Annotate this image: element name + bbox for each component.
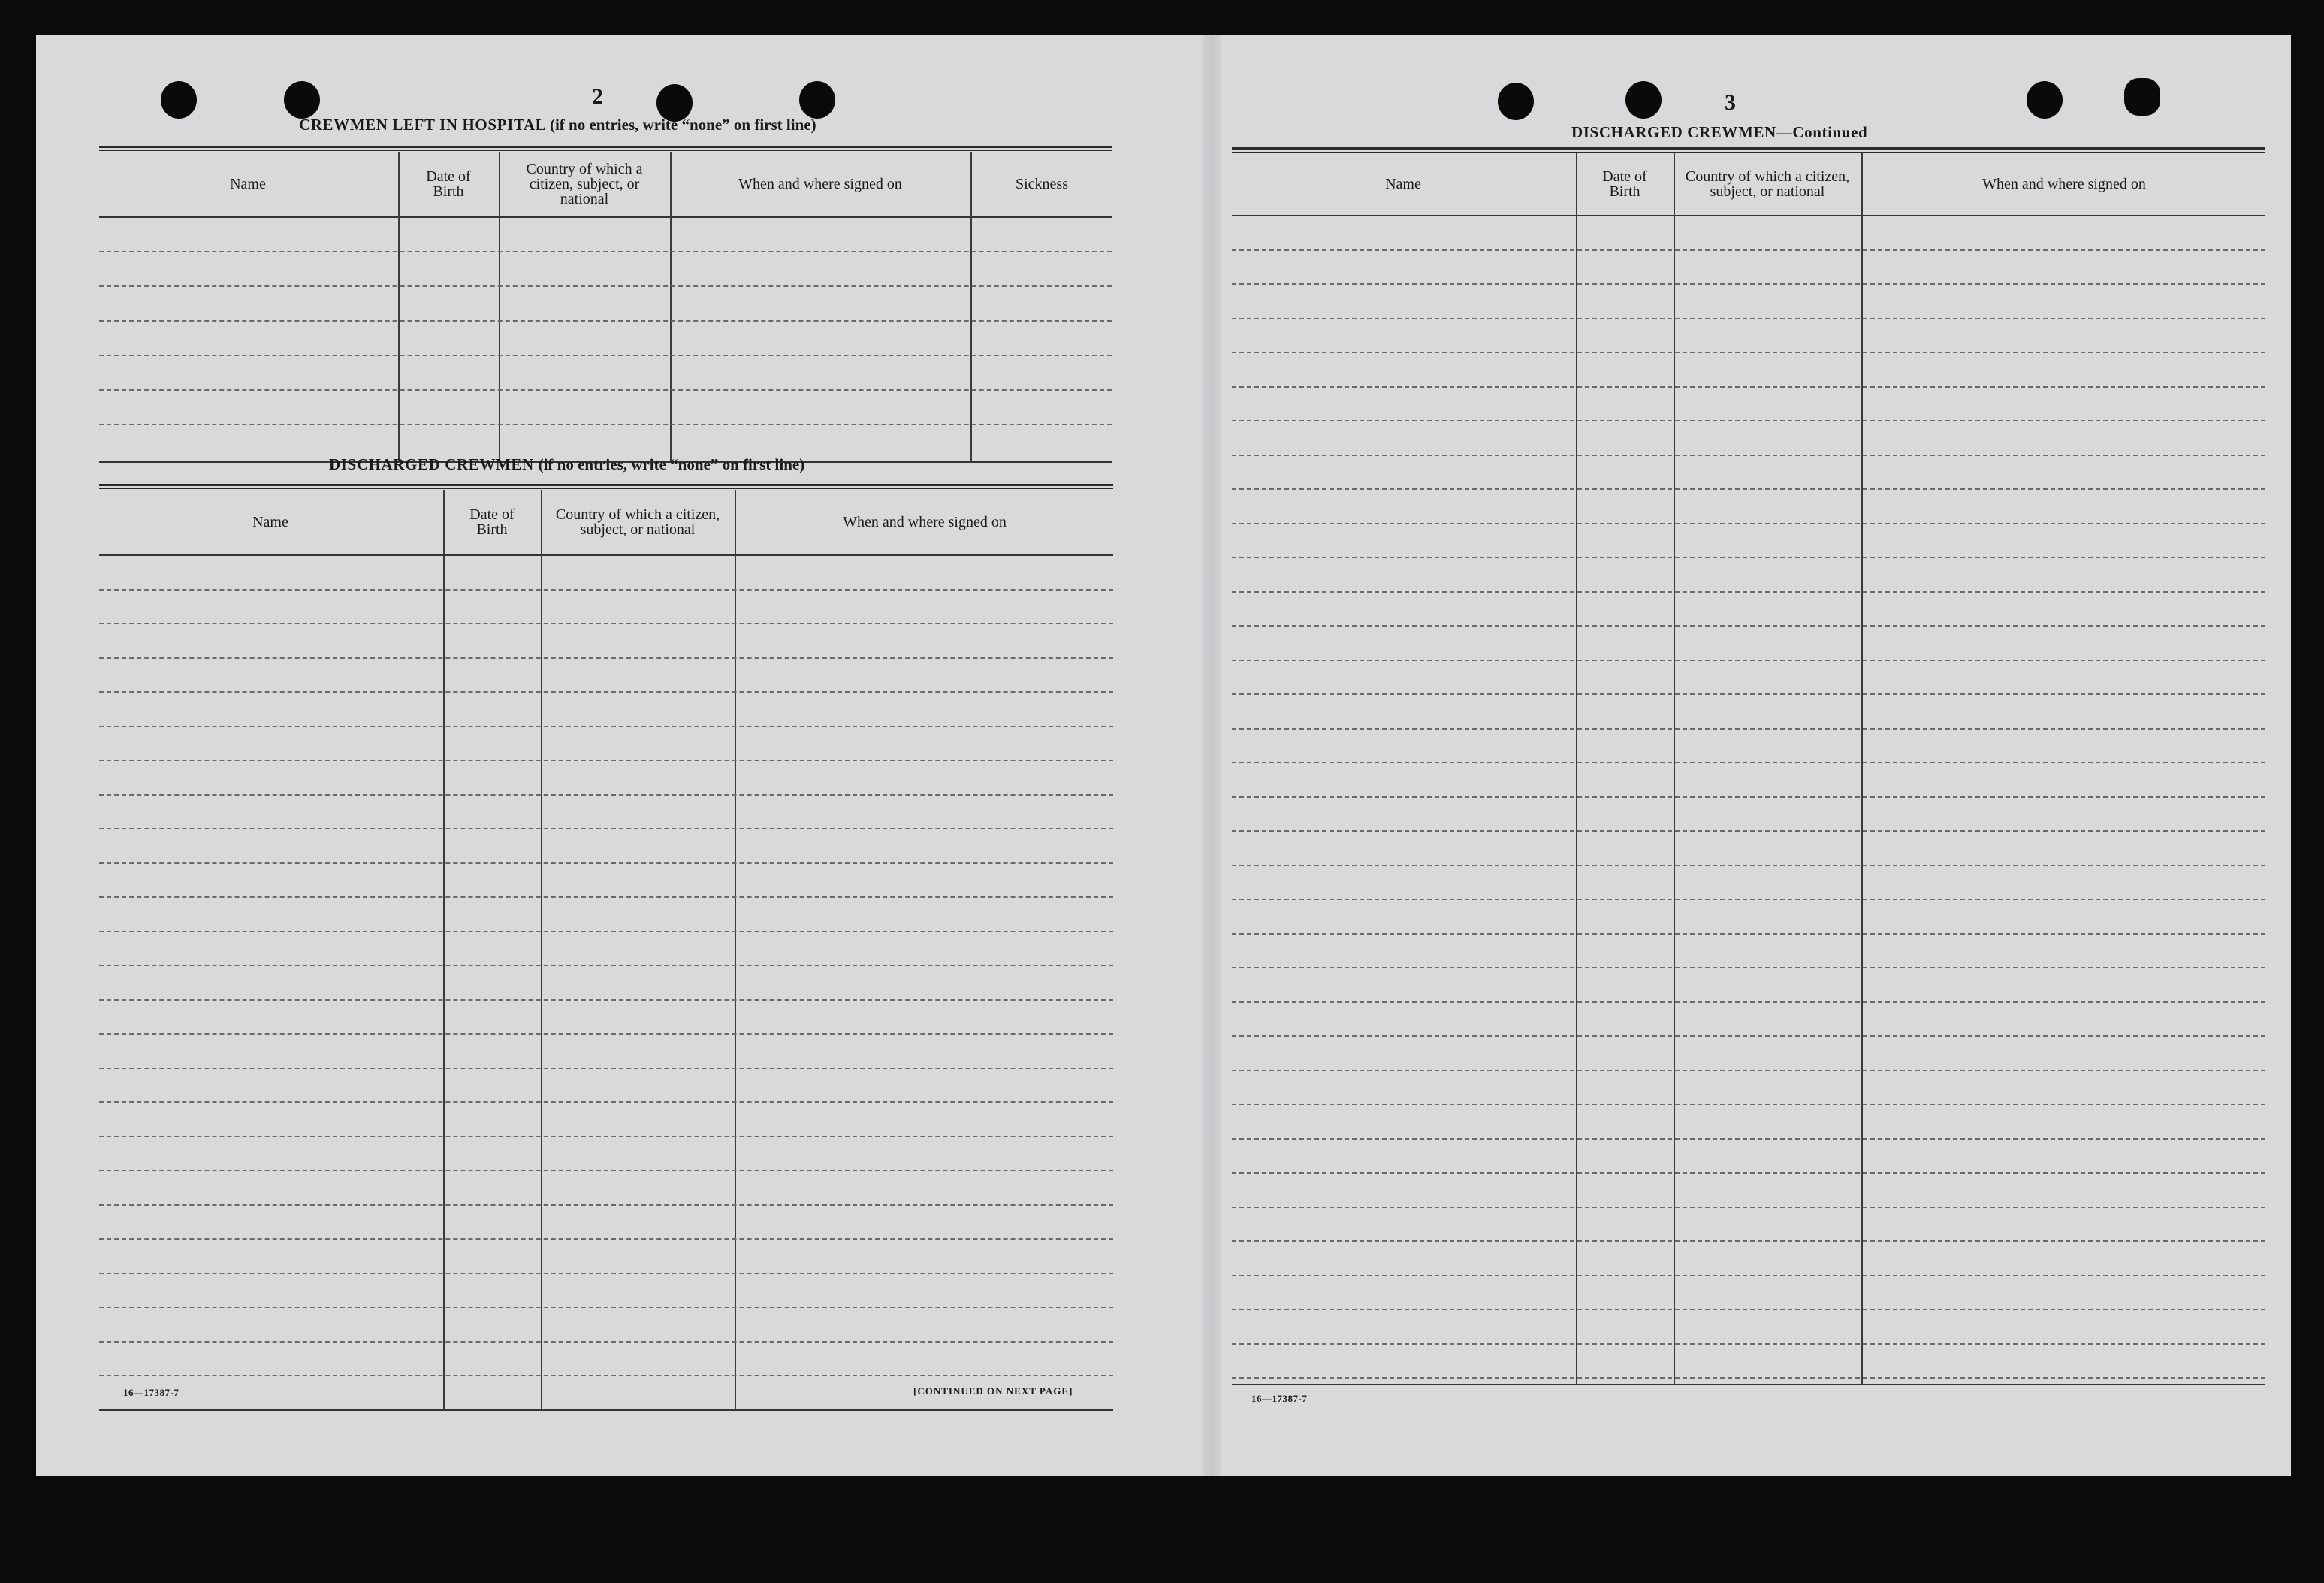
punch-hole	[2124, 78, 2160, 116]
table-row	[99, 1136, 1113, 1137]
discharged-continued-top-rule	[1232, 147, 2265, 153]
right-page-number: 3	[1725, 90, 1736, 115]
table-row	[99, 760, 1113, 761]
table-row	[99, 1204, 1113, 1206]
table-row	[1232, 1309, 2265, 1310]
table-row	[99, 862, 1113, 864]
table-row	[1232, 967, 2265, 968]
discharged-table-header	[99, 490, 1113, 556]
column-divider	[1861, 153, 1863, 1384]
table-row	[1232, 1172, 2265, 1174]
table-row	[1232, 796, 2265, 798]
discharged-continued-table-header	[1232, 153, 2265, 216]
discharged-continued-section-title	[1571, 123, 1867, 142]
table-row	[99, 931, 1113, 932]
table-row	[1232, 283, 2265, 285]
discharged-continued-bottom-rule	[1232, 1384, 2265, 1385]
column-divider	[1576, 153, 1577, 1384]
column-divider	[541, 490, 542, 1409]
col-head-signed-on: When and where signed on	[738, 176, 902, 192]
table-row	[1232, 1240, 2265, 1242]
col-head-country: Country of which a citizen, subject, or national	[555, 506, 720, 538]
table-row	[99, 965, 1113, 966]
table-row	[99, 1068, 1113, 1069]
table-row	[99, 320, 1112, 322]
center-fold	[1202, 35, 1221, 1476]
table-row	[1232, 1001, 2265, 1003]
column-divider	[443, 490, 445, 1409]
table-row	[99, 794, 1113, 796]
col-head-signed-on: When and where signed on	[1982, 176, 2146, 192]
punch-hole	[284, 81, 320, 119]
table-row	[1232, 660, 2265, 661]
column-divider	[1674, 153, 1675, 1384]
table-row	[1232, 1343, 2265, 1345]
table-row	[99, 1341, 1113, 1343]
hospital-table-header	[99, 152, 1112, 218]
table-row	[99, 1307, 1113, 1308]
table-row	[1232, 1377, 2265, 1379]
table-row	[99, 1033, 1113, 1035]
table-row	[1232, 899, 2265, 900]
punch-hole	[2027, 81, 2063, 119]
table-row	[1232, 728, 2265, 730]
table-row	[99, 691, 1113, 693]
table-row	[99, 1170, 1113, 1171]
col-head-name: Name	[230, 176, 266, 192]
col-head-date-of-birth: Date of Birth	[1602, 168, 1647, 200]
table-row	[1232, 1207, 2265, 1208]
table-row	[99, 623, 1113, 624]
table-row	[1232, 386, 2265, 388]
col-head-country: Country of which a citizen, subject, or national	[1685, 168, 1850, 200]
table-row	[1232, 591, 2265, 593]
table-row	[99, 251, 1112, 252]
table-row	[1232, 865, 2265, 866]
table-row	[1232, 1138, 2265, 1140]
column-divider	[499, 152, 500, 461]
table-row	[1232, 488, 2265, 490]
table-row	[99, 1273, 1113, 1274]
punch-hole	[1498, 83, 1534, 120]
table-row	[1232, 1070, 2265, 1071]
hospital-title-text: CREWMEN LEFT IN HOSPITAL	[299, 116, 546, 134]
col-head-signed-on: When and where signed on	[843, 514, 1007, 530]
discharged-table	[99, 490, 1113, 1409]
table-row	[1232, 318, 2265, 319]
document-sheet	[36, 35, 2291, 1476]
discharged-title-text: DISCHARGED CREWMEN	[329, 455, 534, 473]
table-row	[1232, 933, 2265, 935]
column-divider	[670, 152, 672, 461]
col-head-name: Name	[252, 514, 288, 530]
column-divider	[398, 152, 400, 461]
discharged-bottom-rule	[99, 1409, 1113, 1411]
table-row	[1232, 1275, 2265, 1276]
discharged-continued-table	[1232, 153, 2265, 1384]
hospital-instruction-text: (if no entries, write “none” on first line)	[549, 116, 816, 134]
table-row	[1232, 455, 2265, 456]
table-row	[99, 1101, 1113, 1103]
table-row	[99, 726, 1113, 727]
table-row	[99, 828, 1113, 829]
punch-hole	[1625, 81, 1662, 119]
hospital-table	[99, 152, 1112, 461]
hospital-section-title	[299, 116, 816, 134]
table-row	[99, 1238, 1113, 1240]
punch-hole	[161, 81, 197, 119]
right-form-code: 16—17387-7	[1251, 1393, 1308, 1404]
table-row	[1232, 1104, 2265, 1105]
table-row	[1232, 625, 2265, 627]
continued-note: [CONTINUED ON NEXT PAGE]	[913, 1385, 1073, 1397]
table-row	[99, 355, 1112, 356]
col-head-country: Country of which a citizen, subject, or national	[526, 161, 643, 207]
table-row	[99, 999, 1113, 1001]
column-divider	[970, 152, 972, 461]
discharged-top-rule	[99, 484, 1113, 489]
col-head-date-of-birth: Date of Birth	[469, 506, 515, 538]
col-head-name: Name	[1385, 176, 1421, 192]
table-row	[99, 389, 1112, 391]
discharged-instruction-text: (if no entries, write “none” on first line)	[538, 455, 805, 473]
table-row	[99, 657, 1113, 659]
table-row	[1232, 1035, 2265, 1037]
table-row	[1232, 830, 2265, 832]
table-row	[1232, 762, 2265, 763]
hospital-top-rule	[99, 146, 1112, 151]
discharged-section-title	[329, 455, 804, 474]
table-row	[99, 1375, 1113, 1376]
left-page-number: 2	[592, 84, 603, 109]
col-head-sickness: Sickness	[1016, 176, 1068, 192]
table-row	[1232, 352, 2265, 353]
column-divider	[735, 490, 736, 1409]
table-row	[99, 424, 1112, 425]
table-row	[1232, 249, 2265, 251]
table-row	[99, 285, 1112, 287]
col-head-date-of-birth: Date of Birth	[426, 168, 471, 200]
table-row	[99, 896, 1113, 898]
table-row	[99, 589, 1113, 591]
punch-hole	[799, 81, 835, 119]
left-form-code: 16—17387-7	[123, 1387, 180, 1398]
table-row	[1232, 523, 2265, 524]
discharged-continued-title-text: DISCHARGED CREWMEN—Continued	[1571, 123, 1868, 141]
table-row	[1232, 557, 2265, 558]
table-row	[1232, 420, 2265, 421]
table-row	[1232, 693, 2265, 695]
